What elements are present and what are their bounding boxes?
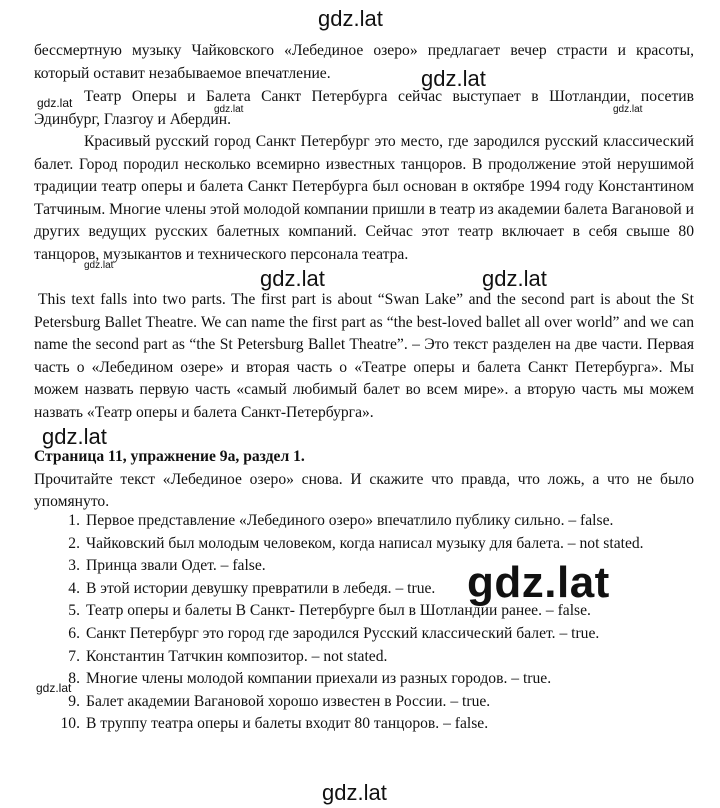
exercise-section (34, 446, 694, 514)
list-item (34, 668, 694, 691)
list-item (34, 578, 694, 601)
watermark-large: gdz.lat (467, 558, 610, 607)
watermark-small: gdz.lat (84, 260, 114, 271)
watermark-small: gdz.lat (36, 681, 72, 695)
item-number: 8. (68, 670, 80, 688)
item-number: 7. (68, 647, 80, 665)
item-text: Балет академии Вагановой хорошо известен в России. – true. (86, 692, 491, 710)
list-item (34, 713, 694, 736)
intro-paragraph (34, 40, 694, 85)
english-paragraph (34, 289, 694, 425)
watermark: gdz.lat (42, 424, 107, 449)
item-number: 5. (68, 602, 80, 620)
watermark: gdz.lat (260, 266, 325, 291)
item-text: Театр оперы и балеты В Санкт- Петербурге был в Шотландии ранее. – false. (86, 602, 591, 620)
watermark-top: gdz.lat (318, 6, 383, 31)
item-text: В труппу театра оперы и балеты входит 80 танцоров. – false. (86, 715, 489, 733)
item-number: 3. (68, 557, 80, 575)
instruction-text: Прочитайте текст «Лебединое озеро» снова. И скажите что правда, что ложь, а что не было упомянуто. (34, 470, 694, 511)
intro-text: бессмертную музыку Чайковского «Лебединое озеро» предлагает вечер страсти и красоты, который оставит незабываемое впечатление. (34, 42, 694, 82)
item-text: В этой истории девушку превратили в лебедя. – true. (86, 579, 436, 597)
english-text: This text falls into two parts. The first part is about “Swan Lake” and the second part is about the St Petersburg Ballet Theatre. We can name the first part as “the best-loved ballet all over world” and we can name the second part as “the St Petersburg Ballet Theatre”. – Это текст разделен на две части. Первая часть о «Лебедином озере» и вторая часть о «Театре оперы и балета Санкт Петербурга». Мы можем назвать первую часть «самый любимый балет во всем мире». а вторую часть мы можем назвать «Театр оперы и балета Санкт-Петербурга». (34, 291, 694, 421)
list-item (34, 691, 694, 714)
list-item (34, 600, 694, 623)
item-number: 4. (68, 579, 80, 597)
watermark: gdz.lat (421, 66, 486, 91)
item-number: 10. (60, 715, 80, 733)
watermark-small: gdz.lat (37, 96, 73, 110)
item-text: Константин Татчкин композитор. – not stated. (86, 647, 388, 665)
answers-list (34, 510, 694, 736)
list-item (34, 533, 694, 556)
list-item (34, 646, 694, 669)
watermark-bottom: gdz.lat (322, 780, 387, 805)
item-number: 9. (68, 692, 80, 710)
item-text: Многие члены молодой компании приехали из разных городов. – true. (86, 670, 552, 688)
section-heading: Страница 11, упражнение 9a, раздел 1. (34, 448, 305, 465)
city-paragraph (34, 131, 694, 267)
list-item (34, 555, 694, 578)
item-number: 2. (68, 534, 80, 552)
item-number: 6. (68, 624, 80, 642)
item-text: Принца звали Одет. – false. (86, 557, 266, 575)
item-text: Чайковский был молодым человеком, когда написал музыку для балета. – not stated. (86, 534, 644, 552)
list-item (34, 510, 694, 533)
item-text: Санкт Петербург это город где зародился Русский классический балет. – true. (86, 624, 600, 642)
theatre-tour-text: Театр Оперы и Балета Санкт Петербурга сейчас выступает в Шотландии, посетив Эдинбург, Глазгоу и Абердин. (34, 88, 694, 128)
city-text: Красивый русский город Санкт Петербург это место, где зародился русский классический балет. Город породил несколько всемирно известных танцоров. В продолжение этой нерушимой традиции театр оперы и балета Санкт Петербурга был основан в октябре 1994 году Константином Татчиным. Многие члены этой молодой компании пришли в театр из академии балета Вагановой и других ведущих русских балетных компаний. Сейчас этот театр включает в себя свыше 80 танцоров, музыкантов и технического персонала театра. (34, 133, 694, 263)
item-text: Первое представление «Лебединого озеро» впечатлило публику сильно. – false. (86, 512, 614, 529)
theatre-tour-paragraph (34, 86, 694, 131)
watermark: gdz.lat (482, 266, 547, 291)
watermark-small: gdz.lat (613, 104, 643, 115)
watermark-small: gdz.lat (214, 104, 244, 115)
list-item (34, 623, 694, 646)
item-number: 1. (68, 512, 80, 529)
